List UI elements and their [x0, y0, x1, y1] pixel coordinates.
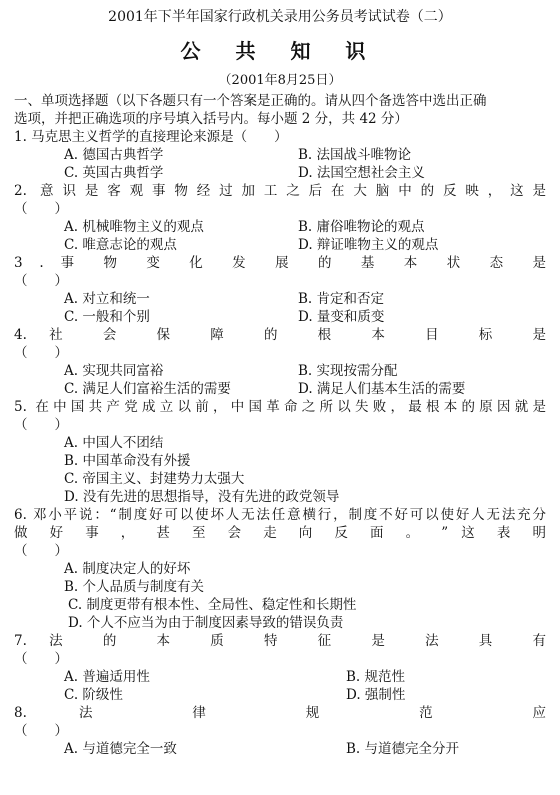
answer-blank: （ ）	[14, 723, 68, 739]
option-b: B. 法国战斗唯物论	[298, 147, 412, 163]
option-c: C. 唯意志论的观点	[64, 237, 177, 253]
question-stem: 8. 法 律 规 范 应	[14, 705, 546, 721]
option-d: D. 强制性	[346, 687, 406, 703]
option-b: B. 庸俗唯物论的观点	[298, 219, 425, 235]
subject-title: 公 共 知 识	[180, 39, 380, 63]
option-a: A. 制度决定人的好坏	[64, 561, 191, 577]
option-b: B. 规范性	[346, 669, 406, 685]
question-stem: 3 . 事 物 变 化 发 展 的 基 本 状 态 是	[14, 255, 546, 271]
option-c: C. 一般和个别	[64, 309, 150, 325]
question-stem: 6. 邓小平说：“制度好可以使坏人无法任意横行，制度不好可以使好人无法充分	[14, 507, 546, 523]
option-a: A. 与道德完全一致	[64, 741, 177, 757]
answer-blank: （ ）	[14, 273, 68, 289]
question-stem: 5. 在中国共产党成立以前，中国革命之所以失败，最根本的原因就是	[14, 399, 546, 415]
option-d: D. 没有先进的思想指导，没有先进的政党领导	[64, 489, 340, 505]
option-d: D. 量变和质变	[298, 309, 385, 325]
option-c: C. 英国古典哲学	[64, 165, 164, 181]
answer-blank: （ ）	[14, 345, 68, 361]
option-b: B. 肯定和否定	[298, 291, 385, 307]
option-c: C. 帝国主义、封建势力太强大	[64, 471, 245, 487]
option-a: A. 中国人不团结	[64, 435, 164, 451]
option-d: D. 满足人们基本生活的需要	[298, 381, 466, 397]
option-c: C. 阶级性	[64, 687, 123, 703]
option-a: A. 德国古典哲学	[64, 147, 164, 163]
option-d: D. 个人不应当为由于制度因素导致的错误负责	[68, 615, 344, 631]
exam-title: 2001年下半年国家行政机关录用公务员考试试卷（二）	[108, 9, 452, 25]
option-b: B. 中国革命没有外援	[64, 453, 191, 469]
answer-blank: （ ）	[14, 651, 68, 667]
answer-blank: （ ）	[14, 417, 68, 433]
question-stem: 1. 马克思主义哲学的直接理论来源是（ ）	[14, 129, 288, 145]
answer-blank: （ ）	[14, 543, 68, 559]
section-instructions-line: 选项，并把正确选项的序号填入括号内。每小题 2 分，共 42 分）	[14, 111, 408, 127]
option-a: A. 实现共同富裕	[64, 363, 164, 379]
option-a: A. 普遍适用性	[64, 669, 150, 685]
option-a: A. 机械唯物主义的观点	[64, 219, 204, 235]
section-instructions-line: 一、单项选择题（以下各题只有一个答案是正确的。请从四个备选答中选出正确	[14, 93, 487, 109]
question-stem: 2. 意识是客观事物经过加工之后在大脑中的反映，这是	[14, 183, 546, 199]
option-b: B. 实现按需分配	[298, 363, 398, 379]
option-b: B. 个人品质与制度有关	[64, 579, 205, 595]
question-stem: 4. 社 会 保 障 的 根 本 目 标 是	[14, 327, 546, 343]
option-c: C. 满足人们富裕生活的需要	[64, 381, 231, 397]
option-b: B. 与道德完全分开	[346, 741, 460, 757]
option-c: C. 制度更带有根本性、全局性、稳定性和长期性	[68, 597, 357, 613]
answer-blank: （ ）	[14, 201, 68, 217]
option-a: A. 对立和统一	[64, 291, 150, 307]
question-stem: 7. 法 的 本 质 特 征 是 法 具 有	[14, 633, 546, 649]
option-d: D. 辩证唯物主义的观点	[298, 237, 439, 253]
option-d: D. 法国空想社会主义	[298, 165, 425, 181]
question-stem: 做 好 事 ， 甚 至 会 走 向 反 面 。 ” 这 表 明	[14, 525, 546, 541]
exam-date: （2001年8月25日）	[218, 73, 342, 88]
